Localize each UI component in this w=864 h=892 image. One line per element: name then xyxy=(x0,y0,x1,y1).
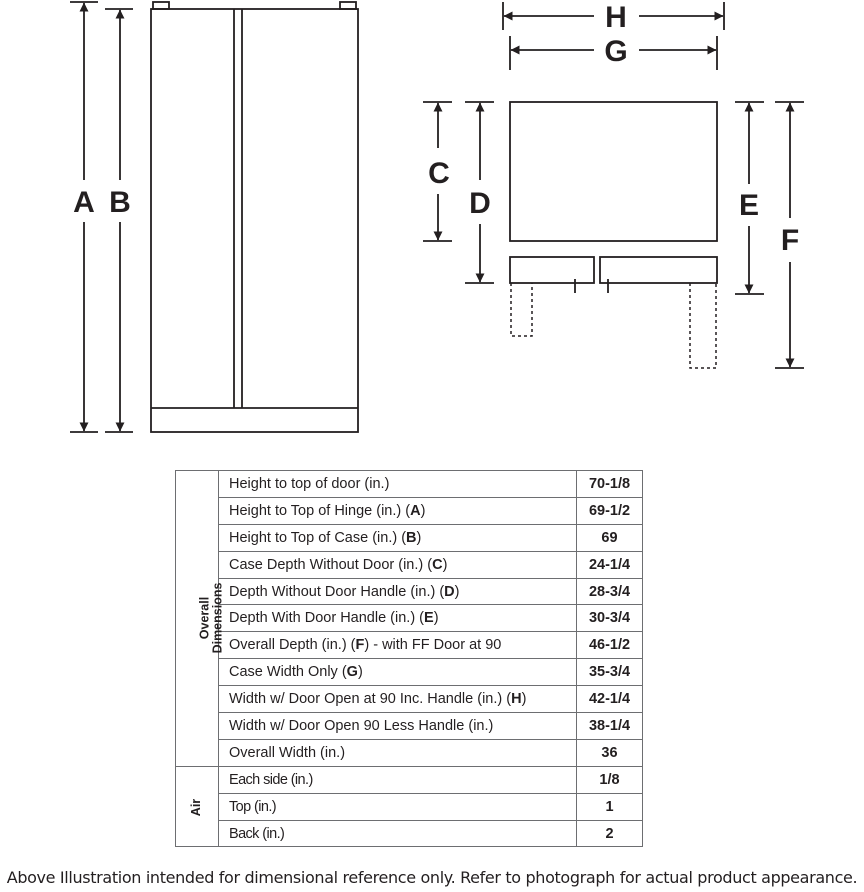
row-label: Width w/ Door Open at 90 Inc. Handle (in.) (H) xyxy=(219,686,577,713)
table-row xyxy=(176,578,643,605)
dimension-label-f: F xyxy=(780,224,800,257)
row-label: Back (in.) xyxy=(219,820,577,847)
door-open-outline xyxy=(511,283,716,368)
row-value: 46-1/2 xyxy=(577,632,643,659)
table-row xyxy=(176,632,643,659)
dimension-letter: C xyxy=(432,556,443,573)
right-door-top-view xyxy=(600,257,717,283)
dimensions-table xyxy=(175,470,643,847)
row-value: 1/8 xyxy=(577,766,643,793)
dimension-letter: G xyxy=(346,664,358,681)
dimension-label-g: G xyxy=(604,35,628,68)
dimension-label-d: D xyxy=(469,187,491,220)
dimension-label-h: H xyxy=(605,1,627,34)
group-label-overall-dimensions xyxy=(176,471,225,767)
table-row xyxy=(176,686,643,713)
row-value: 42-1/4 xyxy=(577,686,643,713)
table-row xyxy=(176,471,643,498)
row-value: 70-1/8 xyxy=(577,471,643,498)
hinge-right xyxy=(340,2,356,9)
dimension-label-c: C xyxy=(428,157,450,190)
table-row xyxy=(176,659,643,686)
row-label: Case Width Only (G) xyxy=(219,659,577,686)
dimension-letter: B xyxy=(406,529,417,546)
dimension-letter: H xyxy=(511,691,522,708)
refrigerator-body xyxy=(151,9,358,432)
table-row xyxy=(176,605,643,632)
row-label: Depth With Door Handle (in.) (E) xyxy=(219,605,577,632)
dimension-b xyxy=(105,9,133,432)
row-label: Height to Top of Case (in.) (B) xyxy=(219,524,577,551)
row-label: Overall Width (in.) xyxy=(219,739,577,766)
table-row xyxy=(176,497,643,524)
table-row xyxy=(176,793,643,820)
row-value: 28-3/4 xyxy=(577,578,643,605)
row-value: 38-1/4 xyxy=(577,713,643,740)
dimension-label-a: A xyxy=(73,186,95,219)
row-value: 1 xyxy=(577,793,643,820)
group-label-line: Overall xyxy=(197,596,212,640)
table-row xyxy=(176,766,643,793)
row-label: Height to top of door (in.) xyxy=(219,471,577,498)
row-value: 30-3/4 xyxy=(577,605,643,632)
table-row xyxy=(176,551,643,578)
row-label: Width w/ Door Open 90 Less Handle (in.) xyxy=(219,713,577,740)
front-view-refrigerator xyxy=(151,2,358,432)
table-row xyxy=(176,739,643,766)
dimension-label-e: E xyxy=(738,189,760,222)
row-value: 2 xyxy=(577,820,643,847)
hinge-left xyxy=(153,2,169,9)
dimension-label-b: B xyxy=(109,186,131,219)
row-label: Each side (in.) xyxy=(219,766,577,793)
row-value: 24-1/4 xyxy=(577,551,643,578)
case-top-view xyxy=(510,102,717,241)
row-label: Height to Top of Hinge (in.) (A) xyxy=(219,497,577,524)
row-value: 69-1/2 xyxy=(577,497,643,524)
group-label-line: Dimensions xyxy=(210,582,225,654)
dimension-letter: E xyxy=(424,610,434,627)
dimension-letter: A xyxy=(410,502,421,519)
row-value: 36 xyxy=(577,739,643,766)
row-label: Case Depth Without Door (in.) (C) xyxy=(219,551,577,578)
top-view-refrigerator xyxy=(510,102,717,368)
group-label-air xyxy=(176,766,219,847)
group-label-line: Air xyxy=(189,798,204,816)
row-label: Depth Without Door Handle (in.) (D) xyxy=(219,578,577,605)
row-label: Overall Depth (in.) (F) - with FF Door at 90 xyxy=(219,632,577,659)
table-row xyxy=(176,713,643,740)
left-door-top-view xyxy=(510,257,594,283)
row-label: Top (in.) xyxy=(219,793,577,820)
row-value: 69 xyxy=(577,524,643,551)
dimension-letter: F xyxy=(355,637,365,654)
table-row xyxy=(176,524,643,551)
row-value: 35-3/4 xyxy=(577,659,643,686)
dimension-letter: D xyxy=(444,583,455,600)
caption-disclaimer: Above Illustration intended for dimensional reference only. Refer to photograph for actual product appearance. xyxy=(6,868,858,887)
table-row xyxy=(176,820,643,847)
